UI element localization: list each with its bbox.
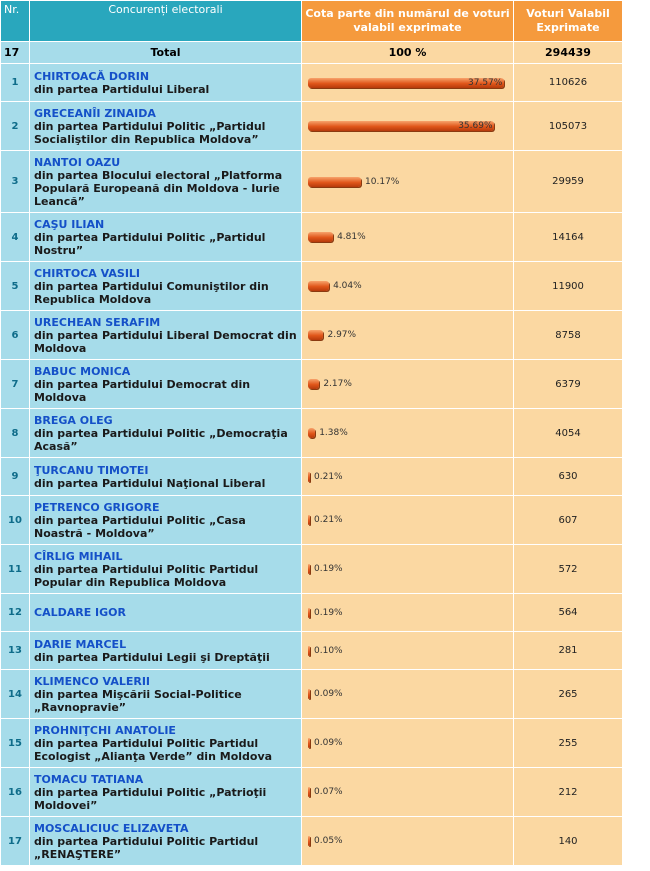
share-bar-track [306,834,509,848]
candidate-name[interactable]: CHIRTOACĂ DORIN [34,69,150,83]
candidate-number: 1 [1,64,30,102]
candidate-number: 4 [1,213,30,262]
candidate-cell [30,360,302,409]
candidate-name[interactable]: KLIMENCO VALERII [34,674,151,688]
candidate-name[interactable]: MOSCALICIUC ELIZAVETA [34,821,189,835]
share-bar [308,281,329,291]
candidate-row [1,545,623,594]
candidate-name[interactable]: CÎRLIG MIHAIL [34,549,123,563]
share-cell [302,594,514,632]
total-percent: 100 % [302,42,514,64]
candidate-row [1,458,623,496]
candidate-number: 6 [1,311,30,360]
candidate-party: din partea Partidului Politic „Casa Noastră - Moldova” [34,513,246,540]
candidate-cell [30,213,302,262]
candidate-votes: 29959 [514,151,623,213]
candidate-name[interactable]: CALDARE IGOR [34,606,126,619]
share-percent-label: 0.09% [314,689,343,699]
share-cell [302,409,514,458]
share-percent-label: 0.21% [314,471,343,482]
candidate-party: din partea Mişcării Social-Politice „Ravnopravie” [34,687,242,714]
candidate-row [1,719,623,768]
candidate-number: 10 [1,496,30,545]
candidate-number: 11 [1,545,30,594]
share-percent-label: 0.09% [314,738,343,748]
candidate-number: 3 [1,151,30,213]
candidate-number: 8 [1,409,30,458]
share-bar [308,232,333,242]
candidate-cell [30,632,302,670]
share-cell [302,768,514,817]
share-percent-label: 2.17% [323,379,352,389]
candidate-party: din partea Partidului Democrat din Moldova [34,377,251,404]
share-cell [302,213,514,262]
share-percent-label: 35.69% [458,121,493,131]
candidate-votes: 8758 [514,311,623,360]
candidate-row [1,632,623,670]
candidate-votes: 4054 [514,409,623,458]
candidate-number: 13 [1,632,30,670]
candidate-name[interactable]: PROHNIŢCHI ANATOLIE [34,723,176,737]
candidate-votes: 110626 [514,64,623,102]
share-bar [308,689,310,699]
candidate-name[interactable]: PETRENCO GRIGORE [34,500,160,514]
candidate-number: 16 [1,768,30,817]
share-cell [302,458,514,496]
candidate-cell [30,719,302,768]
candidate-name[interactable]: BABUC MONICA [34,364,131,378]
candidate-party: din partea Partidului Naţional Liberal [34,476,266,490]
share-percent-label: 0.19% [314,564,343,574]
candidate-name[interactable]: DARIE MARCEL [34,637,127,651]
share-bar-track [306,606,509,620]
candidate-name[interactable]: CHIRTOCA VASILI [34,266,141,280]
candidate-name[interactable]: BREGA OLEG [34,413,113,427]
share-bar-track [306,328,509,342]
share-percent-label: 4.04% [333,281,362,291]
candidate-number: 9 [1,458,30,496]
share-percent-label: 0.07% [314,787,343,797]
share-bar [308,379,319,389]
share-percent-label: 1.38% [319,428,348,438]
share-bar-track [306,76,509,90]
header-share: Cota parte din numărul de voturi valabil exprimate [302,1,514,42]
candidate-name[interactable]: ŢURCANU TIMOTEI [34,463,149,477]
candidate-number: 12 [1,594,30,632]
share-bar-track [306,785,509,799]
candidate-row [1,151,623,213]
share-bar-track [306,230,509,244]
share-cell [302,311,514,360]
candidate-party: din partea Partidului Liberal Democrat din Moldova [34,328,297,355]
candidate-cell [30,102,302,151]
header-row [1,1,623,42]
candidate-cell [30,458,302,496]
share-bar [308,787,310,797]
share-cell [302,632,514,670]
candidate-votes: 140 [514,817,623,866]
share-cell [302,670,514,719]
share-percent-label: 2.97% [327,330,357,340]
share-bar [308,608,310,618]
candidate-name[interactable]: NANTOI OAZU [34,155,121,169]
share-bar-track [306,279,509,293]
header-nr: Nr. [1,1,30,42]
candidate-number: 14 [1,670,30,719]
candidate-party: din partea Partidului Politic „Patrioţii Moldovei” [34,785,267,812]
share-bar-track [306,426,509,440]
candidate-votes: 6379 [514,360,623,409]
total-row [1,42,623,64]
share-bar-track [306,175,509,189]
candidate-row [1,817,623,866]
share-cell [302,719,514,768]
candidate-votes: 265 [514,670,623,719]
candidate-votes: 630 [514,458,623,496]
candidate-row [1,213,623,262]
candidate-party: din partea Partidului Politic Partidul Ecologist „Alianţa Verde” din Moldova [34,736,273,763]
candidate-cell [30,64,302,102]
header-votes: Voturi Valabil Exprimate [514,1,623,42]
candidate-row [1,768,623,817]
share-percent-label: 37.57% [468,77,503,88]
candidate-number: 5 [1,262,30,311]
share-bar [308,177,361,187]
candidate-number: 15 [1,719,30,768]
candidate-cell [30,545,302,594]
share-bar-track [306,377,509,391]
candidate-cell [30,594,302,632]
candidate-number: 2 [1,102,30,151]
candidate-name[interactable]: URECHEAN SERAFIM [34,315,161,329]
candidate-row [1,496,623,545]
candidate-number: 7 [1,360,30,409]
candidate-row [1,409,623,458]
candidate-party: din partea Partidului Comuniştilor din Republica Moldova [34,279,269,306]
candidate-party: din partea Partidului Politic Partidul „RENAŞTERE” [34,834,259,861]
share-percent-label: 0.21% [314,515,343,525]
candidate-cell [30,817,302,866]
candidate-votes: 281 [514,632,623,670]
candidate-party: din partea Partidului Politic „Democraţia Acasă” [34,426,288,453]
candidate-name[interactable]: CAŞU ILIAN [34,217,105,231]
candidate-votes: 11900 [514,262,623,311]
candidate-cell [30,262,302,311]
share-bar [308,330,323,340]
share-percent-label: 0.10% [314,645,343,656]
share-cell [302,817,514,866]
candidate-row [1,64,623,102]
share-bar-track [306,119,509,133]
share-bar [308,646,310,656]
candidate-name[interactable]: GRECEANÎI ZINAIDA [34,106,156,120]
share-cell [302,262,514,311]
candidate-votes: 572 [514,545,623,594]
share-percent-label: 0.19% [314,607,343,618]
candidate-cell [30,768,302,817]
share-percent-label: 4.81% [337,232,366,242]
candidate-party: din partea Partidului Politic „Partidul Nostru” [34,230,266,257]
total-label: Total [30,42,302,64]
share-bar-track [306,470,509,484]
candidate-party: din partea Blocului electoral „Platforma Populară Europeană din Moldova - Iurie Leancă” [34,168,283,208]
share-cell [302,64,514,102]
candidate-votes: 564 [514,594,623,632]
candidate-cell [30,496,302,545]
candidate-party: din partea Partidului Politic Partidul Popular din Republica Moldova [34,562,259,589]
candidate-row [1,360,623,409]
candidate-votes: 607 [514,496,623,545]
candidate-party: din partea Partidului Liberal [34,82,210,96]
candidate-votes: 212 [514,768,623,817]
share-bar-track [306,687,509,701]
candidate-row [1,262,623,311]
share-cell [302,102,514,151]
share-bar-track [306,736,509,750]
candidate-row [1,102,623,151]
candidate-cell [30,151,302,213]
header-candidates: Concurenți electorali [30,1,302,42]
candidate-votes: 255 [514,719,623,768]
candidate-row [1,594,623,632]
candidate-number: 17 [1,817,30,866]
share-cell [302,496,514,545]
share-percent-label: 0.05% [314,836,343,846]
share-bar [308,428,315,438]
share-cell [302,545,514,594]
total-votes: 294439 [514,42,623,64]
share-bar-track [306,513,509,527]
share-cell [302,151,514,213]
share-bar [308,564,310,574]
share-percent-label: 10.17% [365,176,400,187]
share-bar-track [306,644,509,658]
candidate-cell [30,311,302,360]
candidate-name[interactable]: TOMACU TATIANA [34,772,144,786]
candidate-votes: 14164 [514,213,623,262]
candidate-row [1,670,623,719]
share-cell [302,360,514,409]
share-bar-track [306,562,509,576]
share-bar [308,738,310,748]
candidate-party: din partea Partidului Politic „Partidul Socialiştilor din Republica Moldova” [34,119,266,146]
total-count: 17 [1,42,30,64]
candidate-party: din partea Partidului Legii şi Dreptăţii [34,650,270,664]
share-bar [308,515,310,525]
share-bar [308,472,310,482]
candidate-cell [30,409,302,458]
share-bar [308,836,310,846]
candidate-row [1,311,623,360]
candidate-cell [30,670,302,719]
candidate-votes: 105073 [514,102,623,151]
